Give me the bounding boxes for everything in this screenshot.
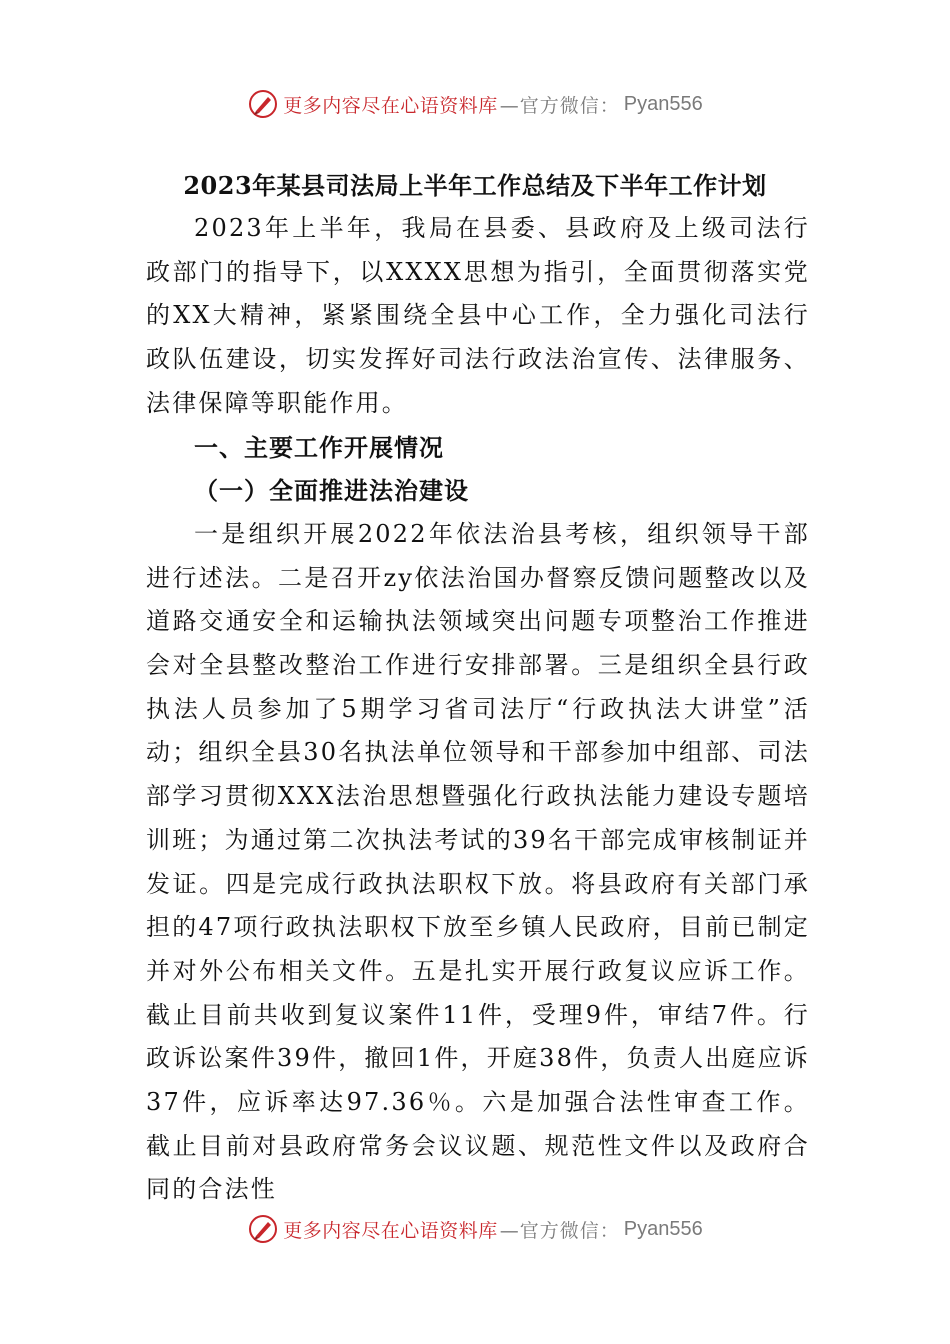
document-title: 2023年某县司法局上半年工作总结及下半年工作计划 [183,171,767,200]
watermark-text: 更多内容尽在心语资料库 [283,94,498,117]
pen-logo-icon [247,1213,279,1245]
watermark-wechat-id: Pyan556 [623,1217,703,1240]
subsection-heading: （一）全面推进法治建设 [194,476,469,506]
document-body [146,207,810,1212]
pen-logo-icon [247,88,279,120]
watermark-official: —官方微信： [499,1219,620,1242]
watermark-wechat-id: Pyan556 [623,92,703,115]
body-paragraph: 一是组织开展2022年依法治县考核，组织领导干部进行述法。二是召开zy依法治国办督察反馈问题整改以及道路交通安全和运输执法领域突出问题专项整治工作推进会对全县整改整治工作进行安排部署。三是组织全县行政执法人员参加了5期学习省司法厅“行政执法大讲堂”活动；组织全县30名执法单位领导和干部参加中组部、司法部学习贯彻XXX法治思想暨强化行政执法能力建设专题培训班；为通过第二次执法考试的39名干部完成审核制证并发证。四是完成行政执法职权下放。将县政府有关部门承担的47项行政执法职权下放至乡镇人民政府，目前已制定并对外公布相关文件。五是扎实开展行政复议应诉工作。截止目前共收到复议案件11件，受理9件，审结7件。行政诉讼案件39件，撤回1件，开庭38件，负责人出庭应诉37件，应诉率达97.36％。六是加强合法性审查工作。截止目前对县政府常务会议议题、规范性文件以及政府合同的合法性 [146,519,810,1204]
watermark-official: —官方微信： [499,94,620,117]
intro-paragraph: 2023年上半年，我局在县委、县政府及上级司法行政部门的指导下，以XXXX思想为指引，全面贯彻落实党的XX大精神，紧紧围绕全县中心工作，全力强化司法行政队伍建设，切实发挥好司法行政法治宣传、法律服务、法律保障等职能作用。 [146,214,810,417]
watermark-text: 更多内容尽在心语资料库 [283,1219,498,1242]
watermark-footer [0,1209,950,1249]
section-heading: 一、主要工作开展情况 [194,432,444,462]
watermark-header [0,84,950,124]
